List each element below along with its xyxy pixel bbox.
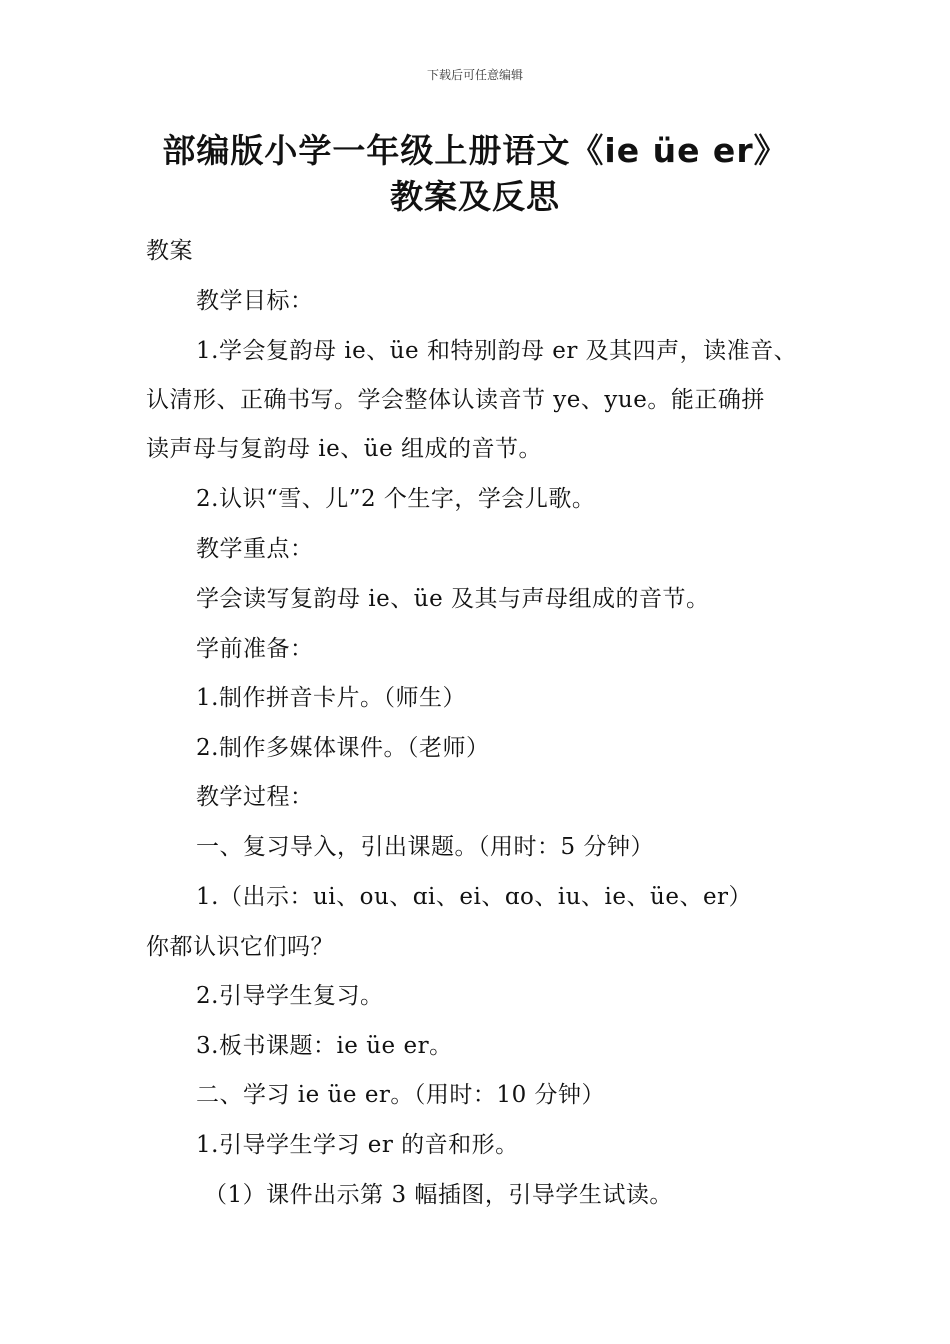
part-1-step-1-line-2: 你都认识它们吗？ xyxy=(146,934,334,960)
goals-heading: 教学目标： xyxy=(196,288,314,314)
part-1-step-3: 3.板书课题：ie üe er。 xyxy=(196,1033,453,1059)
part-1-heading: 一、复习导入，引出课题。（用时：5 分钟） xyxy=(196,834,654,860)
document-title xyxy=(0,128,950,220)
goal-1-line-1: 1.学会复韵母 ie、üe 和特别韵母 er 及其四声，读准音、 xyxy=(196,338,798,364)
section-label: 教案 xyxy=(146,238,193,264)
process-heading: 教学过程： xyxy=(196,784,314,810)
goal-2: 2.认识“雪、儿”2 个生字，学会儿歌。 xyxy=(196,486,596,512)
part-1-step-1-line-1: 1.（出示：ui、ou、ɑi、ei、ɑo、iu、ie、üe、er） xyxy=(196,884,753,910)
key-heading: 教学重点： xyxy=(196,536,314,562)
prep-item-2: 2.制作多媒体课件。（老师） xyxy=(196,735,490,761)
title-line-1: 部编版小学一年级上册语文《ie üe er》 xyxy=(162,131,788,170)
title-line-2: 教案及反思 xyxy=(390,177,560,216)
goal-1-line-2: 认清形、正确书写。学会整体认读音节 ye、yue。能正确拼 xyxy=(146,387,765,413)
part-2-heading: 二、学习 ie üe er。（用时：10 分钟） xyxy=(196,1082,606,1108)
part-2-step-1: 1.引导学生学习 er 的音和形。 xyxy=(196,1132,519,1158)
part-1-step-2: 2.引导学生复习。 xyxy=(196,983,384,1009)
prep-item-1: 1.制作拼音卡片。（师生） xyxy=(196,685,466,711)
key-text: 学会读写复韵母 ie、üe 及其与声母组成的音节。 xyxy=(196,586,710,612)
part-2-step-1-sub-1: （1）课件出示第 3 幅插图，引导学生试读。 xyxy=(204,1182,673,1208)
prep-heading: 学前准备： xyxy=(196,636,314,662)
page-header: 下载后可任意编辑 xyxy=(426,68,523,82)
goal-1-line-3: 读声母与复韵母 ie、üe 组成的音节。 xyxy=(146,436,543,462)
